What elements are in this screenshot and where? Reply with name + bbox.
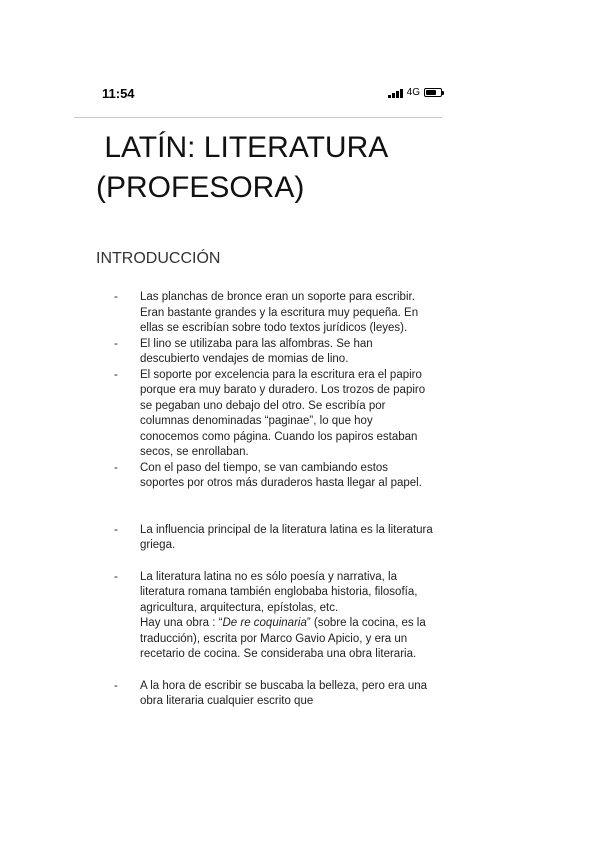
bullet-dash: - [114,523,118,536]
status-time: 11:54 [102,86,135,101]
list-item [114,570,434,663]
list-item-text: La literatura latina no es sólo poesía y narrativa, la literatura romana también englobaba historia, filosofía, agricultura, arquitectura, epístolas, etc. [140,570,418,614]
status-bar [102,86,442,106]
list-item [114,461,434,492]
list-item [114,337,434,368]
list-item-text: A la hora de escribir se buscaba la belleza, pero era una obra literaria cualquier escrito que [140,679,428,707]
section-heading: INTRODUCCIÓN [96,250,221,267]
bullet-dash: - [114,461,118,474]
list-item-extra-text: Hay una obra : “ [140,617,223,629]
document-title: LATÍN: LITERATURA (PROFESORA) [96,131,389,204]
list-item [114,679,434,710]
header-divider [74,117,442,118]
bullet-list [114,290,434,710]
list-item [114,368,434,461]
bullet-dash: - [114,291,118,303]
bullet-dash: - [114,679,118,692]
list-item-text: El soporte por excelencia para la escritura era el papiro porque era muy barato y duradero. Los trozos de papiro se pegaban uno debajo del otro. Se escribía por columnas denominadas “paginae”, lo que hoy conocemos como página. Cuando los papiros estaban secos, se enrollaban. [140,368,426,458]
list-item-extra-text: ” (sobre la cocina, es la traducción), escrita por Marco Gavio Apicio, y era un recetario de cocina. Se consideraba una obra literaria. [140,617,426,660]
bullet-dash: - [114,337,118,350]
bullet-dash: - [114,368,118,381]
list-item [114,523,434,554]
signal-icon [388,88,403,98]
network-type: 4G [406,87,420,98]
bullet-dash: - [114,570,118,583]
list-item-text: El lino se utilizaba para las alfombras. Se han descubierto vendajes de momias de lino. [140,337,373,365]
battery-icon [424,88,442,97]
work-title: De re coquinaria [222,617,307,629]
list-item-text: Las planchas de bronce eran un soporte para escribir. Eran bastante grandes y la escritura muy pequeña. En ellas se escribían sobre todo textos jurídicos (leyes). [140,291,419,334]
list-item-text: Con el paso del tiempo, se van cambiando estos soportes por otros más duraderos hasta llegar al papel. [140,461,422,489]
list-item-text: La influencia principal de la literatura latina es la literatura griega. [140,523,433,551]
status-indicators [388,87,442,98]
list-item [114,290,434,337]
